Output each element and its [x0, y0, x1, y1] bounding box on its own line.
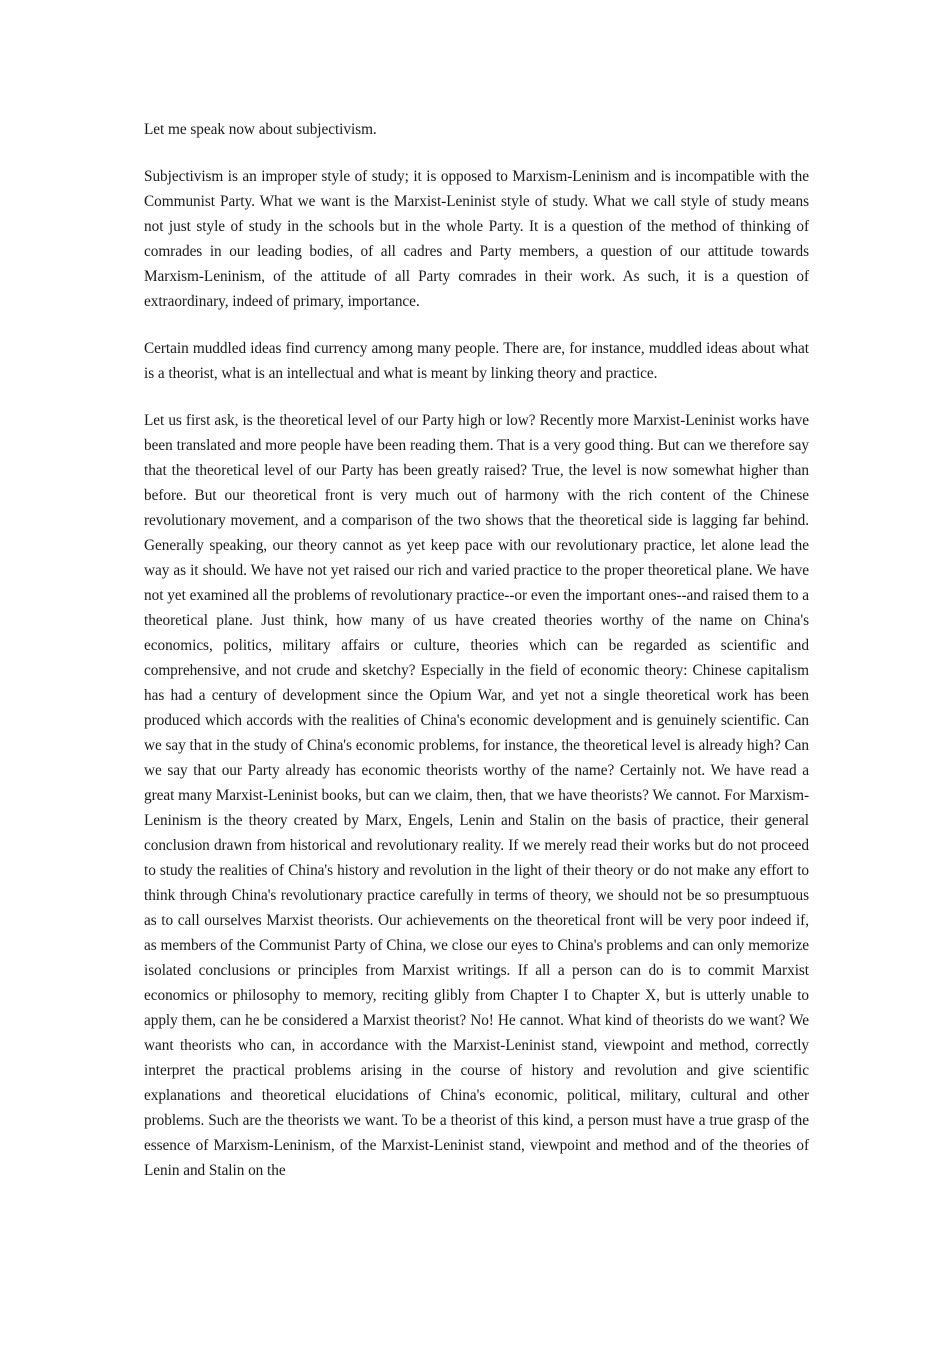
paragraph-intro: Let me speak now about subjectivism. [144, 121, 377, 138]
paragraph-muddled-ideas: Certain muddled ideas find currency among many people. There are, for instance, muddled ideas about what is a theorist, what is an intellectual and what is meant by linking theory and practice. [144, 340, 809, 382]
document-body [144, 117, 809, 1205]
paragraph-subjectivism: Subjectivism is an improper style of study; it is opposed to Marxism-Leninism and is incompatible with the Communist Party. What we want is the Marxist-Leninist style of study. What we call style of study means not just style of study in the schools but in the whole Party. It is a question of the method of thinking of comrades in our leading bodies, of all cadres and Party members, a question of our attitude towards Marxism-Leninism, of the attitude of all Party comrades in their work. As such, it is a question of extraordinary, indeed of primary, importance. [144, 168, 809, 310]
paragraph-theoretical-level: Let us first ask, is the theoretical level of our Party high or low? Recently more Marxist-Leninist works have been translated and more people have been reading them. That is a very good thing. But can we therefore say that the theoretical level of our Party has been greatly raised? True, the level is now somewhat higher than before. But our theoretical front is very much out of harmony with the rich content of the Chinese revolutionary movement, and a comparison of the two shows that the theoretical side is lagging far behind. Generally speaking, our theory cannot as yet keep pace with our revolutionary practice, let alone lead the way as it should. We have not yet raised our rich and varied practice to the proper theoretical plane. We have not yet examined all the problems of revolutionary practice--or even the important ones--and raised them to a theoretical plane. Just think, how many of us have created theories worthy of the name on China's economics, politics, military affairs or culture, theories which can be regarded as scientific and comprehensive, and not crude and sketchy? Especially in the field of economic theory: Chinese capitalism has had a century of development since the Opium War, and yet not a single theoretical work has been produced which accords with the realities of China's economic development and is genuinely scientific. Can we say that in the study of China's economic problems, for instance, the theoretical level is already high? Can we say that our Party already has economic theorists worthy of the name? Certainly not. We have read a great many Marxist-Leninist books, but can we claim, then, that we have theorists? We cannot. For Marxism-Leninism is the theory created by Marx, Engels, Lenin and Stalin on the basis of practice, their general conclusion drawn from historical and revolutionary reality. If we merely read their works but do not proceed to study the realities of China's history and revolution in the light of their theory or do not make any effort to think through China's revolutionary practice carefully in terms of theory, we should not be so presumptuous as to call ourselves Marxist theorists. Our achievements on the theoretical front will be very poor indeed if, as members of the Communist Party of China, we close our eyes to China's problems and can only memorize isolated conclusions or principles from Marxist writings. If all a person can do is to commit Marxist economics or philosophy to memory, reciting glibly from Chapter I to Chapter X, but is utterly unable to apply them, can he be considered a Marxist theorist? No! He cannot. What kind of theorists do we want? We want theorists who can, in accordance with the Marxist-Leninist stand, viewpoint and method, correctly interpret the practical problems arising in the course of history and revolution and give scientific explanations and theoretical elucidations of China's economic, political, military, cultural and other problems. Such are the theorists we want. To be a theorist of this kind, a person must have a true grasp of the essence of Marxism-Leninism, of the Marxist-Leninist stand, viewpoint and method and of the theories of Lenin and Stalin on the [144, 412, 809, 1179]
